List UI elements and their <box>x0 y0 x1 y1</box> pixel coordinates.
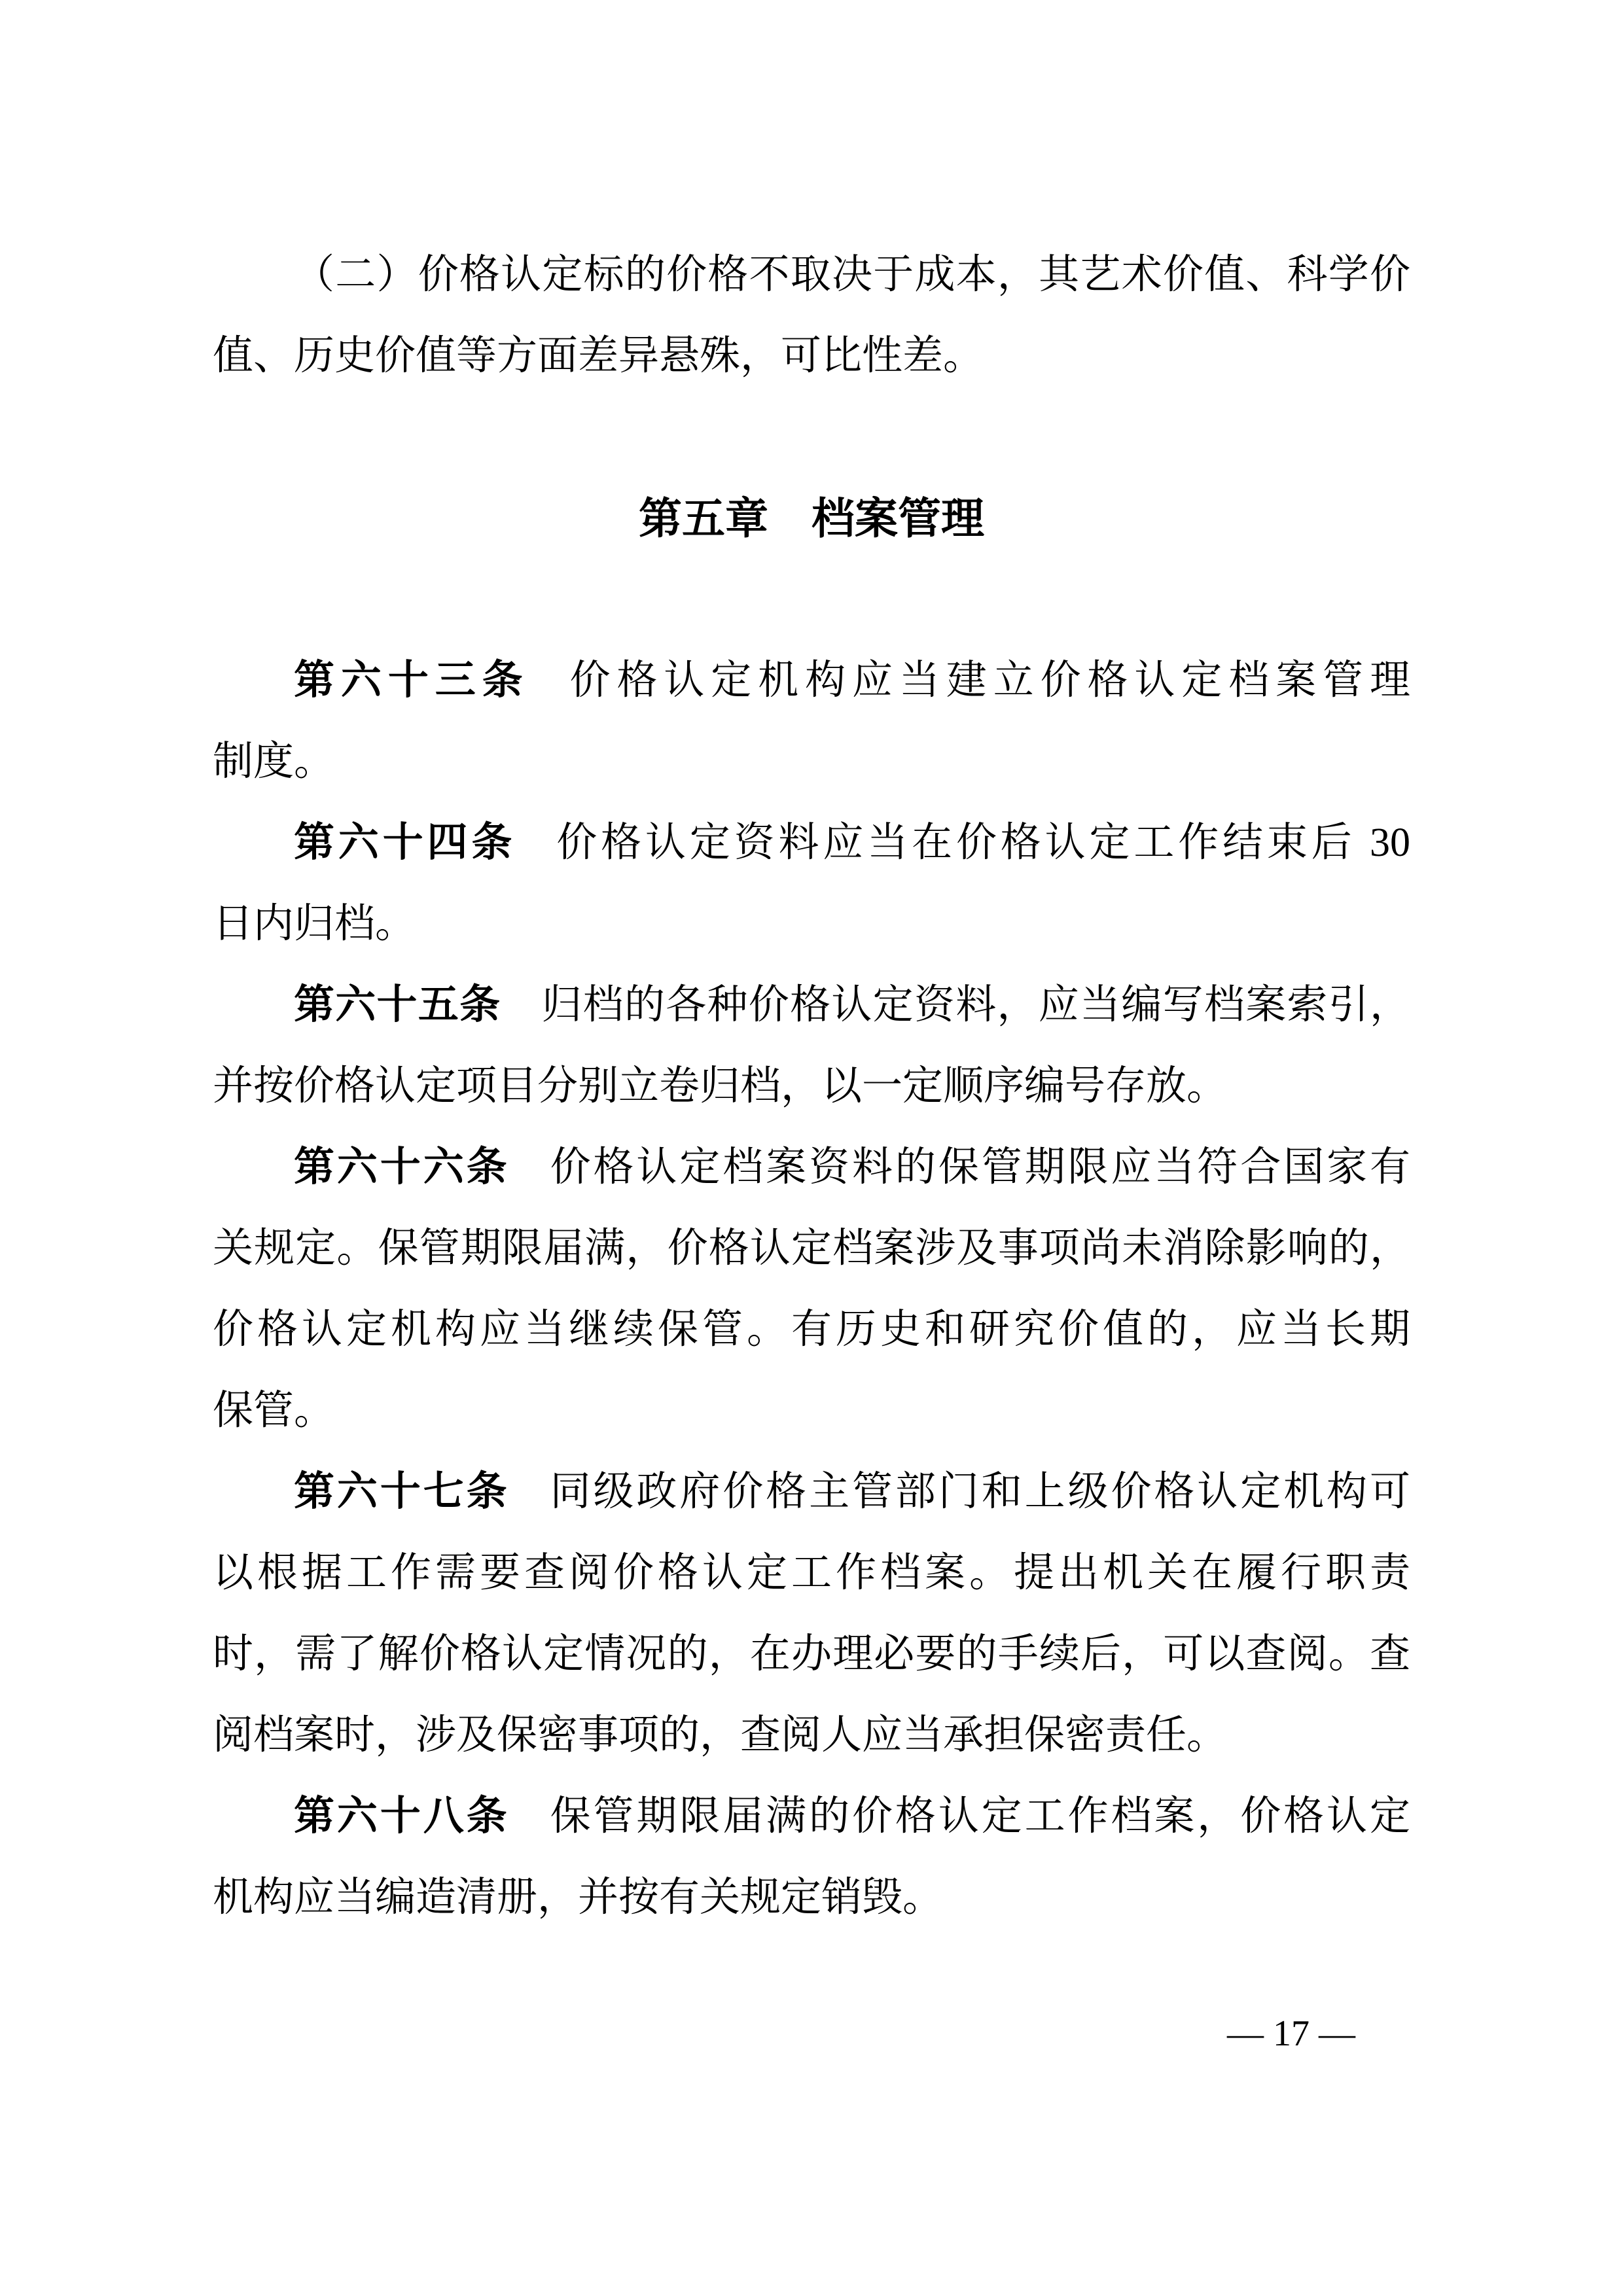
continuation-line: 保管。 <box>213 1388 335 1433</box>
article-first-line <box>213 640 1410 721</box>
article-number: 第六十三条 <box>294 658 529 703</box>
continuation-line: 时，需了解价格认定情况的，在办理必要的手续后，可以查阅。查 <box>213 1632 1410 1676</box>
page-body <box>213 234 1410 1938</box>
body-line: 值、历史价值等方面差异悬殊，可比性差。 <box>213 334 984 378</box>
article-65 <box>213 964 1410 1127</box>
continuation-line: 机构应当编造清册，并按有关规定销毁。 <box>213 1875 944 1920</box>
article-first-line <box>213 1451 1410 1532</box>
article-first-line <box>213 1776 1410 1857</box>
continuation-line: 并按价格认定项目分别立卷归档，以一定顺序编号存放。 <box>213 1064 1228 1108</box>
article-first-line <box>213 802 1410 883</box>
article-66 <box>213 1127 1410 1451</box>
article-first-line <box>213 1127 1410 1208</box>
article-68 <box>213 1776 1410 1938</box>
continuation-line: 以根据工作需要查阅价格认定工作档案。提出机关在履行职责 <box>213 1551 1410 1595</box>
article-first-line-text: 价格认定机构应当建立价格认定档案管理 <box>569 658 1410 703</box>
body-line: （二）价格认定标的价格不取决于成本，其艺术价值、科学价 <box>294 253 1410 297</box>
carryover-paragraph <box>213 234 1410 397</box>
page-number: — 17 — <box>1227 2013 1355 2054</box>
article-first-line-text: 保管期限届满的价格认定工作档案，价格认定 <box>550 1794 1410 1839</box>
article-first-line <box>213 964 1410 1046</box>
continuation-line: 日内归档。 <box>213 902 416 946</box>
article-67 <box>213 1451 1410 1776</box>
continuation-line: 阅档案时，涉及保密事项的，查阅人应当承担保密责任。 <box>213 1713 1228 1757</box>
article-first-line-text: 价格认定资料应当在价格认定工作结束后 30 <box>556 821 1410 865</box>
article-first-line-text: 同级政府价格主管部门和上级价格认定机构可 <box>550 1470 1410 1514</box>
article-number: 第六十五条 <box>294 982 501 1027</box>
article-number: 第六十六条 <box>294 1144 510 1190</box>
article-64 <box>213 802 1410 964</box>
continuation-line: 关规定。保管期限届满，价格认定档案涉及事项尚未消除影响的， <box>213 1226 1410 1271</box>
article-number: 第六十四条 <box>294 820 516 865</box>
chapter-heading: 第五章 档案管理 <box>639 494 984 542</box>
article-63 <box>213 640 1410 802</box>
article-number: 第六十八条 <box>294 1793 510 1839</box>
continuation-line: 制度。 <box>213 739 335 784</box>
article-first-line-text: 价格认定档案资料的保管期限应当符合国家有 <box>550 1145 1410 1190</box>
article-number: 第六十七条 <box>294 1469 510 1514</box>
article-first-line-text: 归档的各种价格认定资料，应当编写档案索引， <box>541 983 1410 1027</box>
continuation-line: 价格认定机构应当继续保管。有历史和研究价值的，应当长期 <box>213 1307 1410 1352</box>
